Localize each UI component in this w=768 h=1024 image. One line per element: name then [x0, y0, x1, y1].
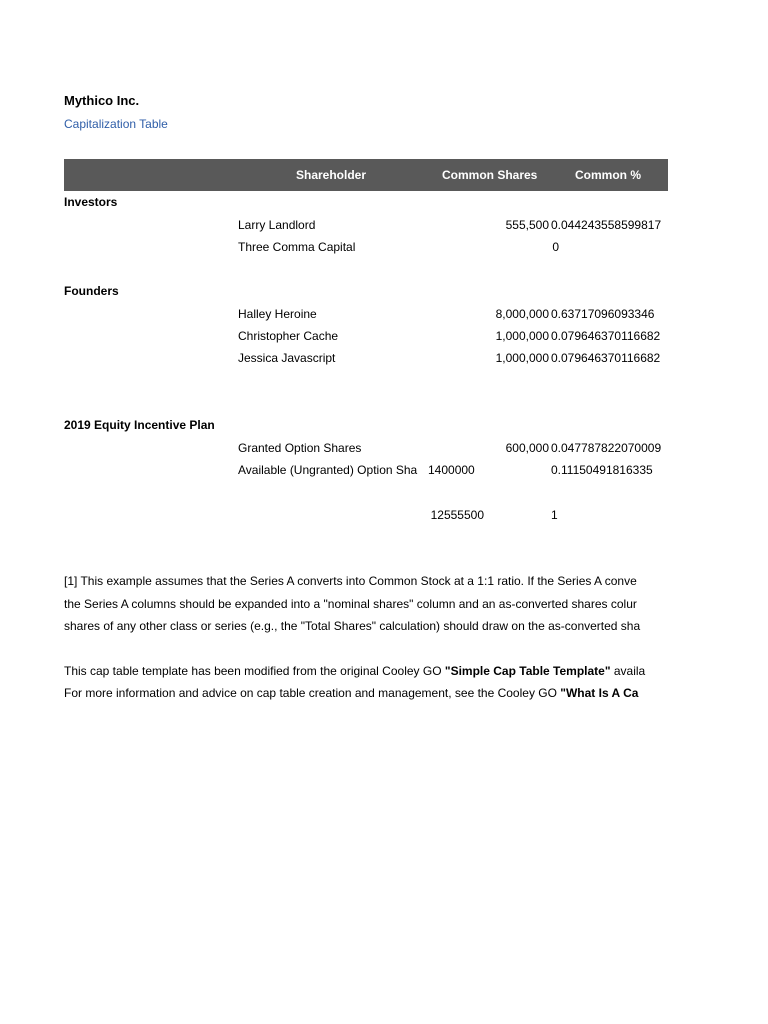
what-is-a-cap-table-link[interactable]: "What Is A Ca [560, 686, 639, 700]
common-percent-value: 0.079646370116682 [551, 329, 661, 343]
common-percent-value: 0.079646370116682 [551, 351, 661, 365]
shareholder-name: Three Comma Capital [238, 240, 356, 254]
company-name: Mythico Inc. [64, 93, 140, 108]
footnote-line-3: shares of any other class or series (e.g., the "Total Shares" calculation) should draw on the as-converted sha [64, 619, 641, 633]
shareholder-name: Larry Landlord [238, 218, 316, 232]
template-credit-line [64, 663, 668, 679]
table-header [64, 159, 668, 191]
simple-cap-table-template-link[interactable]: "Simple Cap Table Template" [444, 664, 611, 678]
common-shares-value: 555,500 [505, 218, 549, 232]
common-percent-value: 0.044243558599817 [551, 218, 662, 232]
header-shareholder: Shareholder [296, 168, 367, 182]
shareholder-name: Christopher Cache [238, 329, 339, 343]
shareholder-name: Halley Heroine [238, 307, 317, 321]
common-shares-value: 1,000,000 [495, 329, 549, 343]
section-equity-incentive-plan: 2019 Equity Incentive Plan [64, 418, 215, 432]
footnote-line-1: [1] This example assumes that the Series A converts into Common Stock at a 1:1 ratio. If the Series A conve [64, 574, 637, 588]
header-common-percent: Common % [575, 168, 641, 182]
common-shares-value: 0 [552, 240, 559, 254]
page-subtitle: Capitalization Table [64, 117, 168, 131]
total-common-shares: 12555500 [430, 508, 484, 522]
more-info-line [64, 685, 668, 701]
shareholder-name: Jessica Javascript [238, 351, 336, 365]
common-shares-value: 8,000,000 [495, 307, 549, 321]
more-info-text: For more information and advice on cap table creation and management, see the Cooley GO [64, 686, 561, 700]
template-credit-text: This cap table template has been modified from the original Cooley GO [64, 664, 445, 678]
header-common-shares: Common Shares [442, 168, 538, 182]
section-founders: Founders [64, 284, 119, 298]
common-percent-value: 0.047787822070009 [551, 441, 662, 455]
shareholder-name: Available (Ungranted) Option Sha [238, 463, 418, 477]
common-shares-value: 1,000,000 [495, 351, 549, 365]
common-percent-value: 0.63717096093346 [551, 307, 655, 321]
template-credit-suffix: availa [610, 664, 646, 678]
common-shares-value: 600,000 [505, 441, 549, 455]
section-investors: Investors [64, 195, 118, 209]
footnote-line-2: the Series A columns should be expanded into a "nominal shares" column and an as-converted shares colur [64, 597, 637, 611]
total-common-percent: 1 [551, 508, 558, 522]
common-shares-value: 1400000 [428, 463, 475, 477]
shareholder-name: Granted Option Shares [238, 441, 362, 455]
common-percent-value: 0.11150491816335 [551, 463, 653, 477]
